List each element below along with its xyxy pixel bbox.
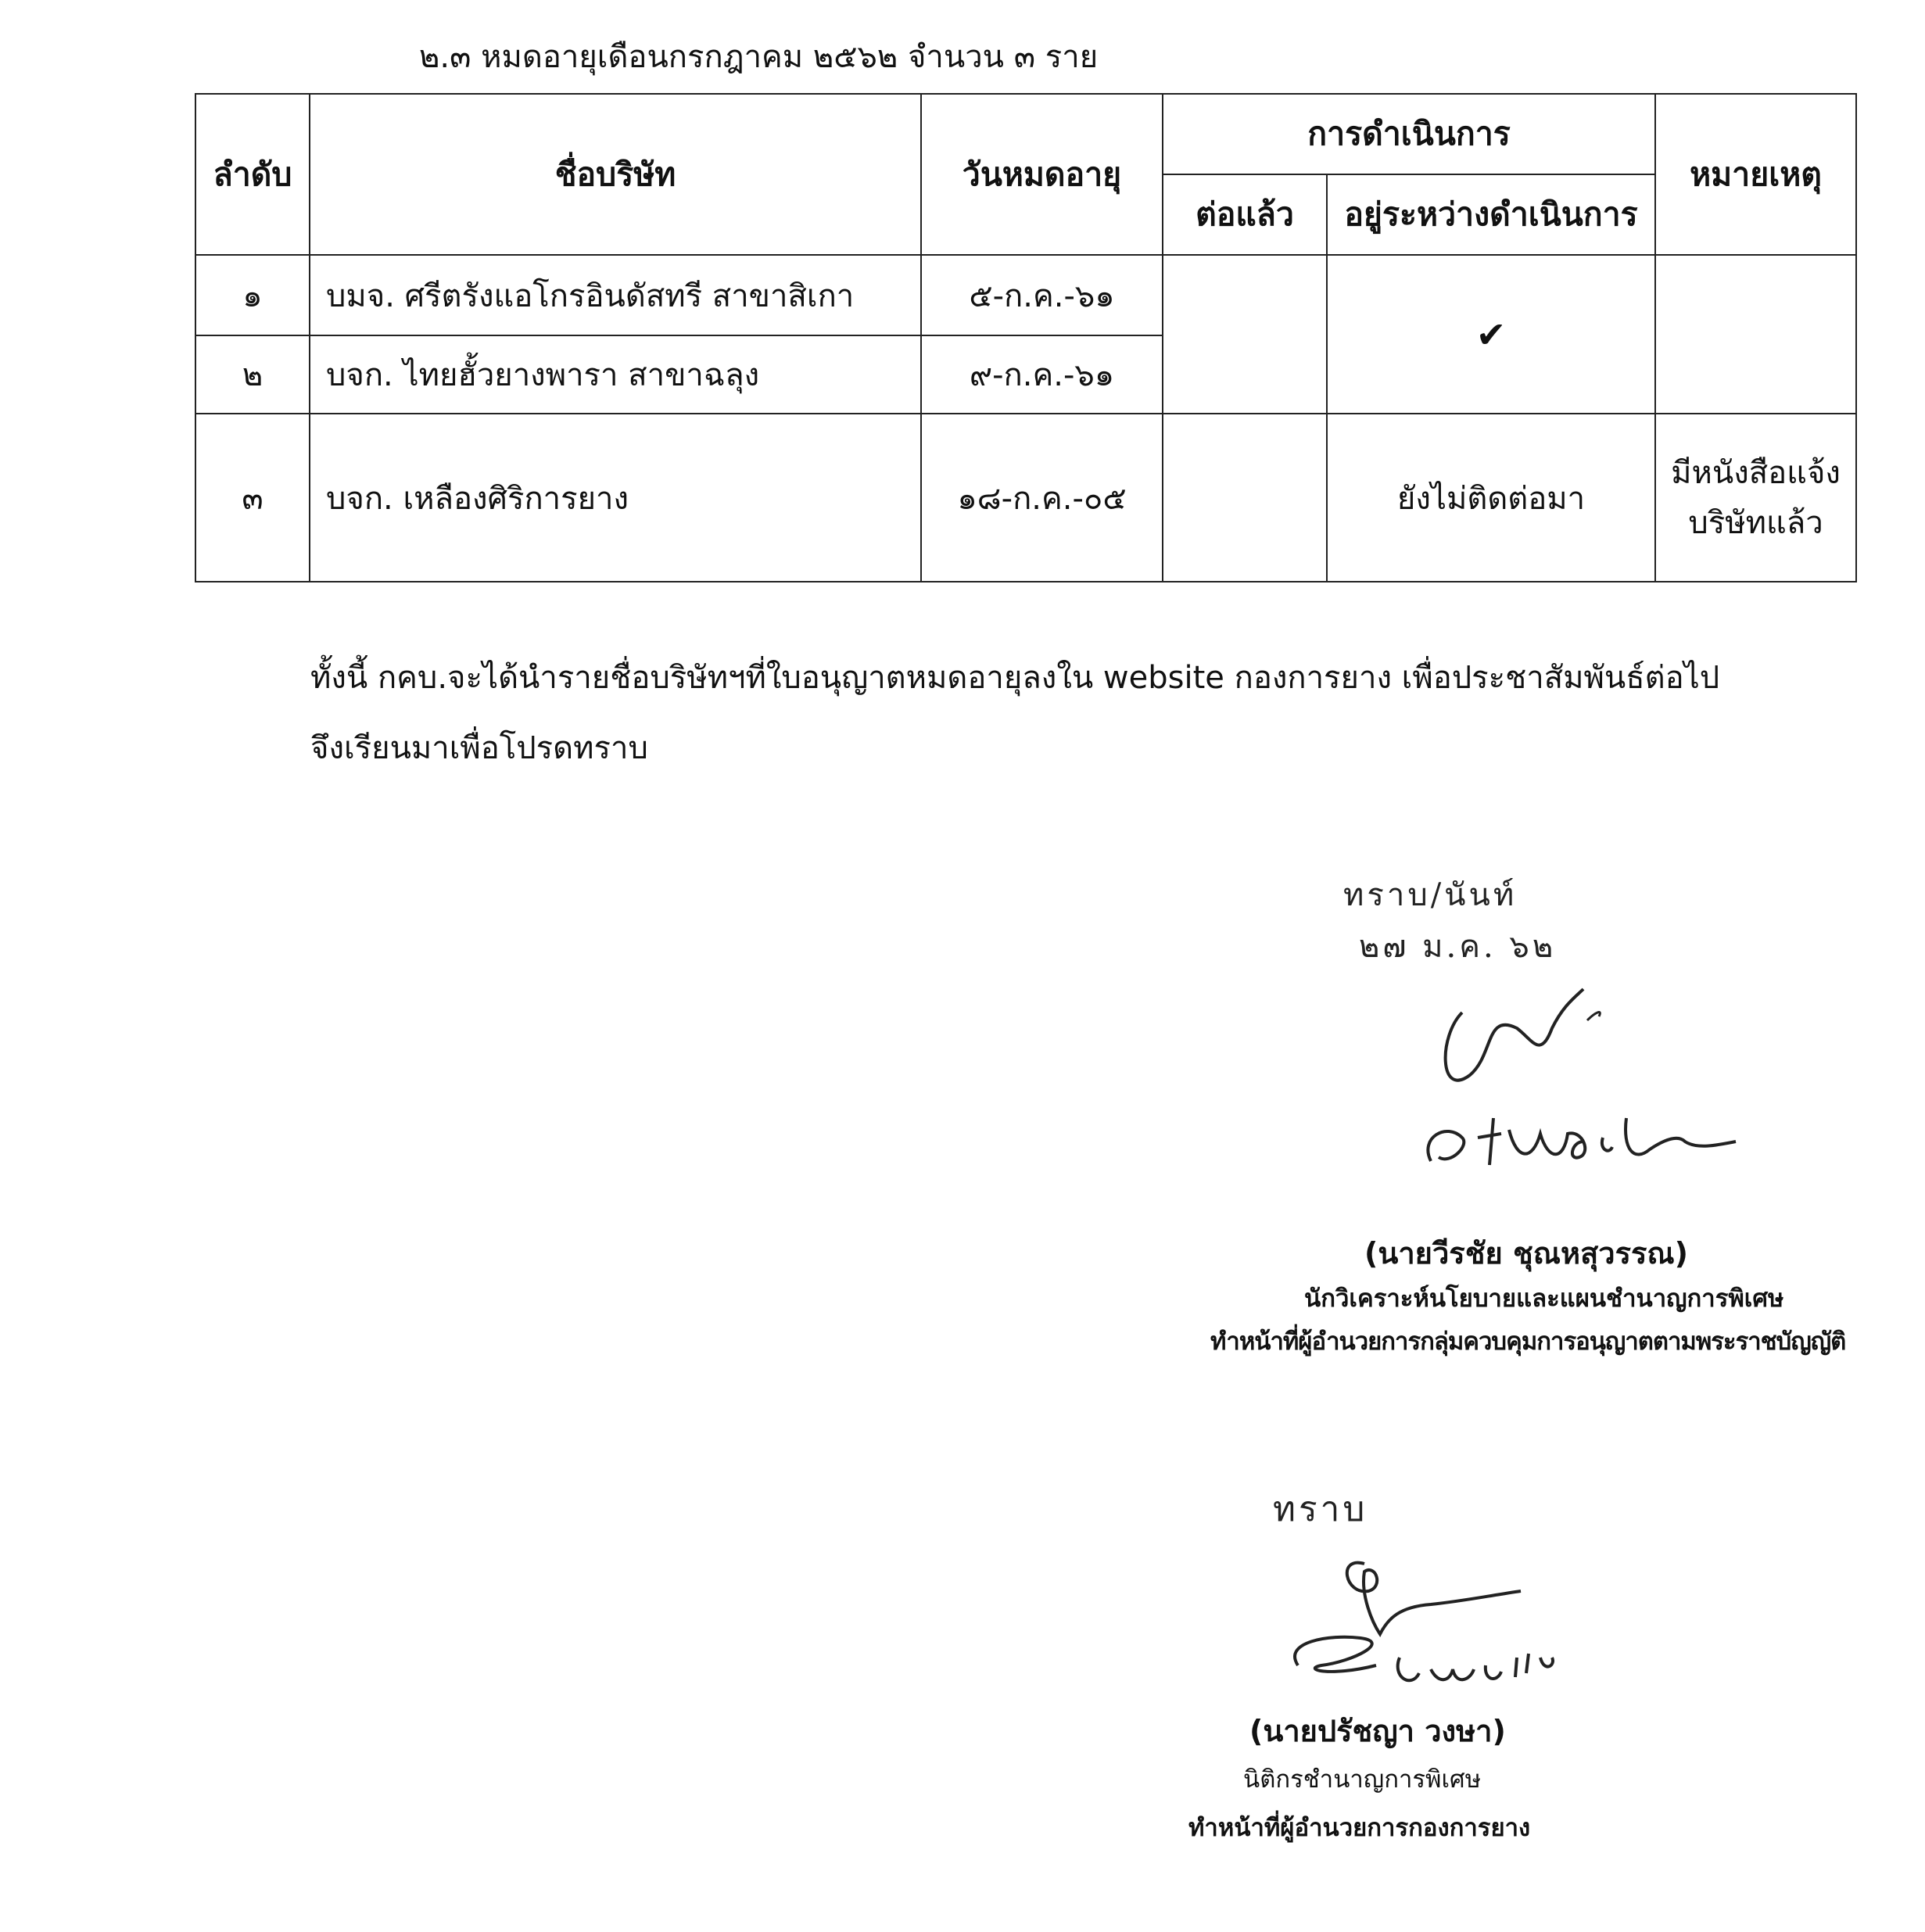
remark-line: บริษัทแล้ว bbox=[1688, 504, 1823, 541]
header-remark: หมายเหตุ bbox=[1655, 94, 1856, 255]
header-in-progress: อยู่ระหว่างดำเนินการ bbox=[1327, 174, 1655, 255]
signer-2-position: ทำหน้าที่ผู้อำนวยการกองการยาง bbox=[1188, 1814, 1531, 1842]
closing-sentence: จึงเรียนมาเพื่อโปรดทราบ bbox=[310, 730, 648, 766]
section-caption: ๒.๓ หมดอายุเดือนกรกฎาคม ๒๕๖๒ จำนวน ๓ ราย bbox=[419, 39, 1099, 75]
row-renewed bbox=[1163, 414, 1327, 582]
row-company: บมจ. ศรีตรังแอโกรอินดัสทรี สาขาสิเกา bbox=[310, 255, 921, 335]
table-row bbox=[195, 414, 1856, 582]
row-expiry: ๙-ก.ค.-๖๑ bbox=[921, 335, 1163, 414]
row-in-progress bbox=[1327, 255, 1655, 414]
table-header-row bbox=[195, 94, 1856, 174]
handwritten-note: ทราบ/นันท์ bbox=[1343, 877, 1518, 913]
row-no: ๓ bbox=[195, 414, 310, 582]
header-company: ชื่อบริษัท bbox=[310, 94, 921, 255]
expiry-table bbox=[195, 93, 1857, 582]
header-expiry: วันหมดอายุ bbox=[921, 94, 1163, 255]
row-no: ๑ bbox=[195, 255, 310, 335]
signer-1-title: นักวิเคราะห์นโยบายและแผนชำนาญการพิเศษ bbox=[1304, 1285, 1784, 1313]
header-no: ลำดับ bbox=[195, 94, 310, 255]
header-action: การดำเนินการ bbox=[1163, 94, 1655, 174]
header-renewed: ต่อแล้ว bbox=[1163, 174, 1327, 255]
table-row bbox=[195, 255, 1856, 335]
row-company: บจก. เหลืองศิริการยาง bbox=[310, 414, 921, 582]
row-no: ๒ bbox=[195, 335, 310, 414]
row-renewed bbox=[1163, 255, 1327, 414]
signer-2-name: (นายปรัชญา วงษา) bbox=[1249, 1714, 1506, 1748]
row-company: บจก. ไทยฮั้วยางพารา สาขาฉลุง bbox=[310, 335, 921, 414]
row-remark bbox=[1655, 414, 1856, 582]
row-expiry: ๕-ก.ค.-๖๑ bbox=[921, 255, 1163, 335]
row-expiry: ๑๘-ก.ค.-๐๕ bbox=[921, 414, 1163, 582]
closing-paragraph: ทั้งนี้ กคบ.จะได้นำรายชื่อบริษัทฯที่ใบอนุญาตหมดอายุลงใน website กองการยาง เพื่อประชาสัมพันธ์ต่อไป bbox=[310, 660, 1720, 696]
remark-line: มีหนังสือแจ้ง bbox=[1671, 454, 1841, 491]
handwritten-date: ๒๗ ม.ค. ๖๒ bbox=[1359, 929, 1557, 965]
row-in-progress: ยังไม่ติดต่อมา bbox=[1327, 414, 1655, 582]
check-mark-icon: ✔ bbox=[1475, 313, 1507, 356]
signer-2-title: นิติกรชำนาญการพิเศษ bbox=[1243, 1765, 1482, 1794]
signer-1-name: (นายวีรชัย ชุณหสุวรรณ) bbox=[1364, 1236, 1689, 1271]
handwritten-note-2: ทราบ bbox=[1273, 1489, 1368, 1529]
row-remark bbox=[1655, 255, 1856, 414]
signer-1-position: ทำหน้าที่ผู้อำนวยการกลุ่มควบคุมการอนุญาตตามพระราชบัญญัติ bbox=[1210, 1328, 1846, 1356]
signature-2-icon bbox=[1282, 1548, 1564, 1697]
signature-1-icon bbox=[1415, 981, 1744, 1185]
